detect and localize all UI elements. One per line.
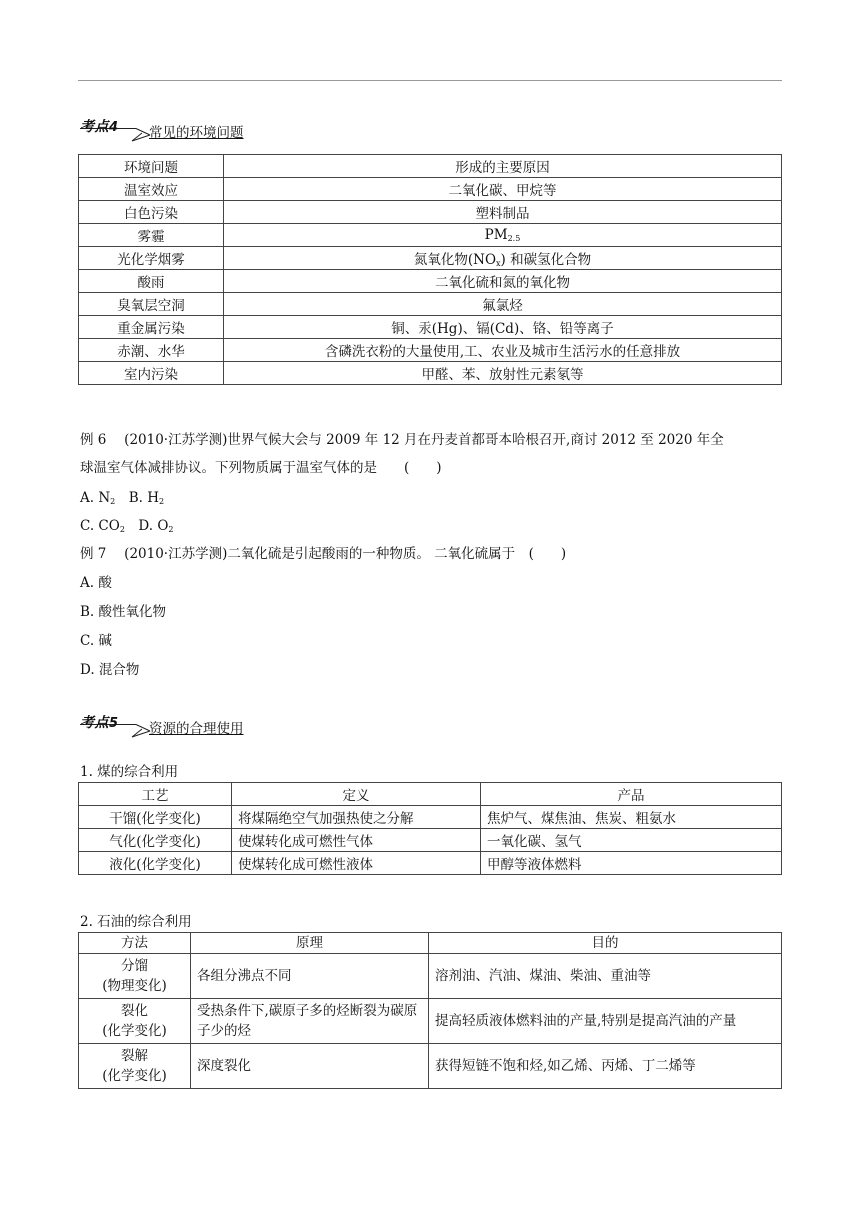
coal-table [78, 782, 782, 875]
table-cell: 二氧化碳、甲烷等 [224, 178, 782, 201]
table-row [79, 270, 782, 293]
table-cell: 甲醛、苯、放射性元素氡等 [224, 362, 782, 385]
table-cell: 干馏(化学变化) [79, 806, 232, 829]
table-cell [79, 999, 191, 1044]
table-cell-formula: $PM_{2.5}$ [224, 224, 782, 247]
table-row [79, 852, 782, 875]
example7-option: C. 碱 [80, 633, 112, 649]
table-cell: 溶剂油、汽油、煤油、柴油、重油等 [429, 954, 782, 999]
option-a: A. N [80, 490, 111, 506]
method-name: 分馏 [121, 958, 148, 974]
table-cell: 室内污染 [79, 362, 224, 385]
table-cell: 赤潮、水华 [79, 339, 224, 362]
table-row [79, 829, 782, 852]
table-cell: 铜、汞(Hg)、镉(Cd)、铬、铅等离子 [224, 316, 782, 339]
table-cell: 重金属污染 [79, 316, 224, 339]
table-cell: 一氧化碳、氢气 [481, 829, 782, 852]
example6-options-ab [80, 486, 164, 506]
table-row [79, 178, 782, 201]
table-cell: 受热条件下,碳原子多的烃断裂为碳原子少的烃 [191, 999, 429, 1044]
table-row [79, 247, 782, 270]
table-cell: 获得短链不饱和烃,如乙烯、丙烯、丁二烯等 [429, 1044, 782, 1089]
example6-line2: 球温室气体减排协议。下列物质属于温室气体的是 ( ) [80, 460, 442, 476]
kaodian4-title: 常见的环境问题 [149, 125, 244, 141]
table-cell: 白色污染 [79, 201, 224, 224]
table-header-row [79, 155, 782, 178]
table-cell: 使煤转化成可燃性气体 [232, 829, 481, 852]
example7-stem: 例 7 (2010·江苏学测)二氧化硫是引起酸雨的一种物质。 二氧化硫属于 ( ) [80, 546, 567, 562]
kaodian5-heading [80, 712, 280, 736]
table-cell: 各组分沸点不同 [191, 954, 429, 999]
table-cell: 气化(化学变化) [79, 829, 232, 852]
table-cell: 液化(化学变化) [79, 852, 232, 875]
table-header-cell: 定义 [232, 783, 481, 806]
table-header-row [79, 933, 782, 954]
method-name: 裂解 [121, 1048, 148, 1064]
example7-option: D. 混合物 [80, 662, 140, 678]
environment-table [78, 154, 782, 385]
subscript: 2 [110, 497, 116, 506]
kaodian5-title: 资源的合理使用 [149, 721, 244, 737]
subscript: 2 [119, 525, 125, 534]
table-header-cell: 环境问题 [79, 155, 224, 178]
table-cell: 雾霾 [79, 224, 224, 247]
table-row [79, 201, 782, 224]
subscript: 2 [159, 497, 165, 506]
table-row [79, 806, 782, 829]
table-cell: 臭氧层空洞 [79, 293, 224, 316]
example6-line1: 例 6 (2010·江苏学测)世界气候大会与 2009 年 12 月在丹麦首都哥本哈根召开,商讨 2012 至 2020 年全 [80, 432, 724, 448]
table-cell: 甲醇等液体燃料 [481, 852, 782, 875]
table-header-cell: 方法 [79, 933, 191, 954]
kaodian4-badge: 考点4 [80, 119, 119, 135]
table-row [79, 224, 782, 247]
method-type: (化学变化) [102, 1068, 167, 1084]
table-cell-formula: 氮氧化物$(NO_x)$ 和碳氢化合物 [224, 247, 782, 270]
table-row [79, 1044, 782, 1089]
table-cell: 光化学烟雾 [79, 247, 224, 270]
method-type: (化学变化) [102, 1023, 167, 1039]
table-header-cell: 原理 [191, 933, 429, 954]
table-cell: 酸雨 [79, 270, 224, 293]
subscript: 2 [168, 525, 174, 534]
option-d: D. O [124, 518, 169, 534]
table-header-cell: 形成的主要原因 [224, 155, 782, 178]
table-row [79, 362, 782, 385]
table-cell: 将煤隔绝空气加强热使之分解 [232, 806, 481, 829]
table-cell: 含磷洗衣粉的大量使用,工、农业及城市生活污水的任意排放 [224, 339, 782, 362]
table-row [79, 316, 782, 339]
method-name: 裂化 [121, 1003, 148, 1019]
option-b: B. H [115, 490, 160, 506]
header-rule [78, 80, 782, 81]
table-cell: 氟氯烃 [224, 293, 782, 316]
table-cell: 提高轻质液体燃料油的产量,特别是提高汽油的产量 [429, 999, 782, 1044]
table-row [79, 293, 782, 316]
table-cell: 焦炉气、煤焦油、焦炭、粗氨水 [481, 806, 782, 829]
table-row [79, 339, 782, 362]
table-cell [79, 954, 191, 999]
example7-option: A. 酸 [80, 575, 112, 591]
oil-heading: 2. 石油的综合利用 [80, 914, 192, 930]
kaodian4-heading [80, 116, 280, 140]
table-row [79, 999, 782, 1044]
example7-option: B. 酸性氧化物 [80, 604, 167, 620]
table-header-row [79, 783, 782, 806]
example6-options-cd [80, 514, 174, 534]
table-header-cell: 产品 [481, 783, 782, 806]
table-cell: 二氧化硫和氮的氧化物 [224, 270, 782, 293]
table-header-cell: 工艺 [79, 783, 232, 806]
table-cell: 深度裂化 [191, 1044, 429, 1089]
table-cell: 温室效应 [79, 178, 224, 201]
coal-heading: 1. 煤的综合利用 [80, 764, 179, 780]
option-c: C. CO [80, 518, 120, 534]
table-row [79, 954, 782, 999]
table-cell: 使煤转化成可燃性液体 [232, 852, 481, 875]
oil-table [78, 932, 782, 1089]
method-type: (物理变化) [102, 978, 167, 994]
kaodian5-badge: 考点5 [80, 715, 119, 731]
table-cell [79, 1044, 191, 1089]
table-header-cell: 目的 [429, 933, 782, 954]
table-cell: 塑料制品 [224, 201, 782, 224]
